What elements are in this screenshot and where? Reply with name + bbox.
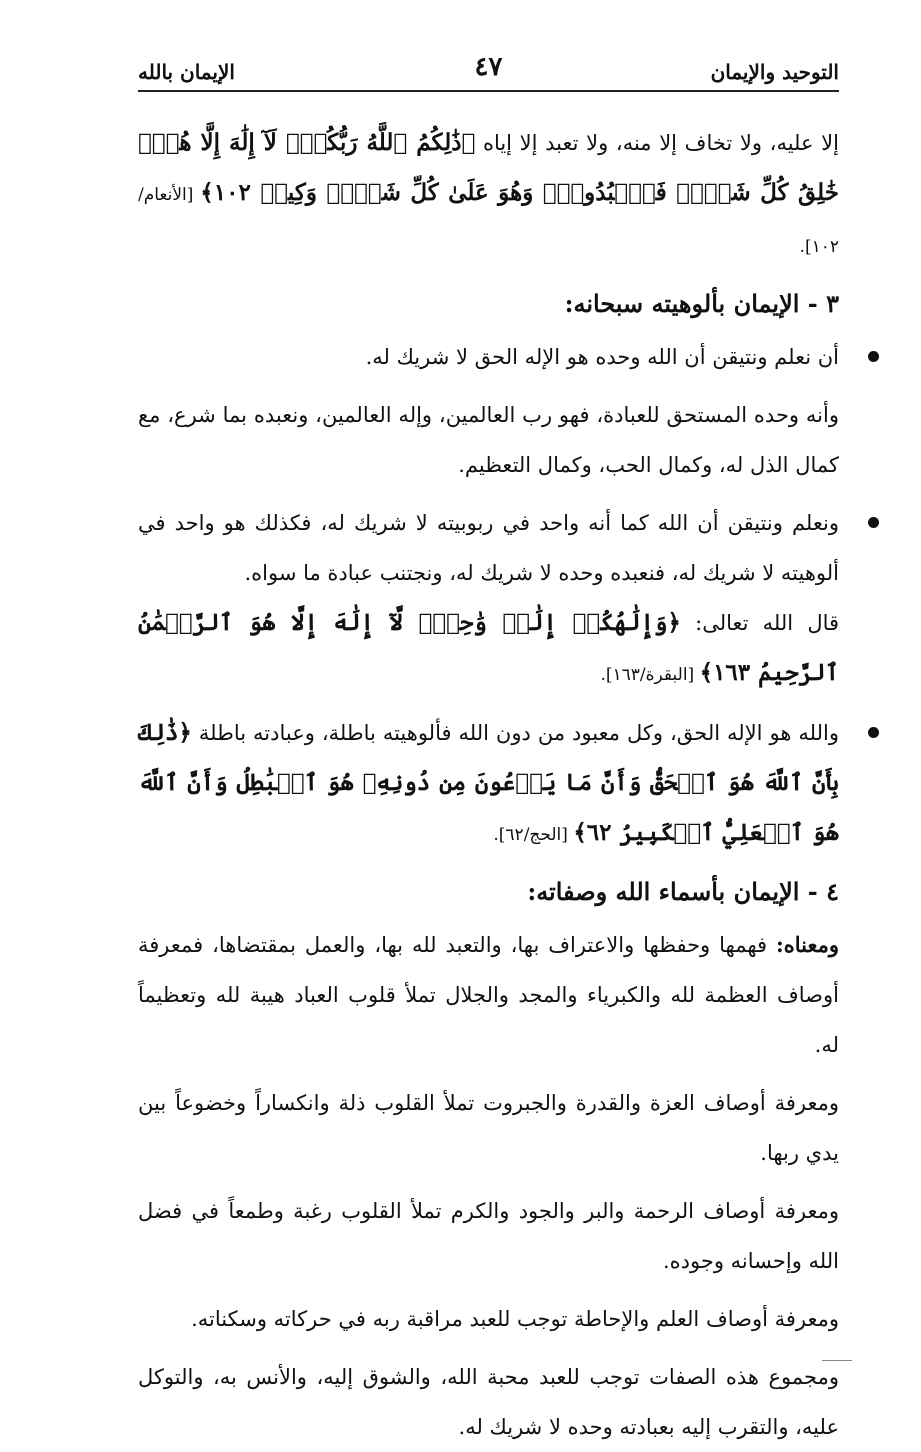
quran-verse: ﴿وَإِلَٰهُكُمۡ إِلَٰهٞ وَٰحِدٞۖ لَّآ إِلَٰهَ إِلَّا هُوَ ٱلرَّحۡمَٰنُ ٱلرَّحِيمُ ١٦٣﴾ (138, 609, 839, 686)
bullet-text: والله هو الإله الحق، وكل معبود من دون الله فألوهيته باطلة، وعبادته باطلة (191, 721, 839, 745)
term-label: ومعناه: (775, 932, 839, 957)
paragraph-text: فهمها وحفظها والاعتراف بها، والتعبد لله بها، والعمل بمقتضاها، فمعرفة أوصاف العظمة لله والكبرياء والمجد والجلال تملأ قلوب العباد هيبة لله وتعظيماً له. (138, 933, 839, 1057)
paragraph-mercy: ومعرفة أوصاف الرحمة والبر والجود والكرم تملأ القلوب رغبة وطمعاً في فضل الله وإحسانه وجوده. (138, 1199, 839, 1273)
paragraph-text: قال الله تعالى: (680, 611, 840, 635)
header-chapter-title: الإيمان بالله (138, 60, 235, 84)
scan-mark (822, 1360, 852, 1361)
bullet-text: أن نعلم ونتيقن أن الله وحده هو الإله الحق لا شريك له. (365, 345, 839, 369)
quran-verse: ﴿ذَٰلِكَ بِأَنَّ ٱللَّهَ هُوَ ٱلۡحَقُّ وَأَنَّ مَا يَدۡعُونَ مِن دُونِهِۦ هُوَ ٱلۡبَٰطِلُ وَأَنَّ ٱللَّهَ هُوَ ٱلۡعَلِيُّ ٱلۡكَبِيرُ ٦٢﴾ (138, 719, 839, 846)
paragraph-verse-baqarah (138, 598, 839, 700)
verse-reference: [الحج/٦٢]. (493, 825, 574, 845)
section-heading-3: ٣ - الإيمان بألوهيته سبحانه: (564, 289, 839, 318)
paragraph-worship: وأنه وحده المستحق للعبادة، فهو رب العالمين، وإله العالمين، ونعبده بما شرع، مع كمال الذل له، وكمال الحب، وكمال التعظيم. (138, 403, 839, 477)
bullet-icon (868, 727, 879, 738)
paragraph-summary: ومجموع هذه الصفات توجب للعبد محبة الله، والشوق إليه، والأنس به، والتوكل عليه، والتقرب إليه بعبادته وحده لا شريك له. (138, 1365, 839, 1439)
quran-verse: ﴿ذَٰلِكُمُ ٱللَّهُ رَبُّكُمۡۖ لَآ إِلَٰهَ إِلَّا هُوَۖ خَٰلِقُ كُلِّ شَيۡءٖ فَٱعۡبُدُوهُۚ وَهُوَ عَلَىٰ كُلِّ شَيۡءٖ وَكِيلٞ ١٠٢﴾ (138, 129, 839, 206)
page-number: ٤٧ (474, 52, 503, 82)
verse-reference: [الأنعام/ ١٠٢]. (138, 185, 839, 257)
bullet-text: ونعلم ونتيقن أن الله كما أنه واحد في ربوبيته لا شريك له، فكذلك هو واحد في ألوهيته لا شريك له، فنعبده وحده لا شريك له، ونجتنب عبادة ما سواه. (138, 511, 839, 585)
paragraph-text: إلا عليه، ولا تخاف إلا منه، ولا تعبد إلا إياه (475, 131, 839, 155)
bullet-item-3 (138, 708, 839, 860)
running-header (138, 52, 839, 92)
bullet-item-1 (138, 332, 839, 382)
bullet-item-2 (138, 498, 839, 598)
page-body (138, 118, 839, 1452)
paragraph-meaning (138, 920, 839, 1070)
verse-reference: [البقرة/١٦٣]. (600, 665, 700, 685)
bullet-icon (868, 517, 879, 528)
paragraph-intro (138, 118, 839, 272)
section-heading-4: ٤ - الإيمان بأسماء الله وصفاته: (527, 877, 839, 906)
bullet-icon (868, 351, 879, 362)
paragraph-might: ومعرفة أوصاف العزة والقدرة والجبروت تملأ القلوب ذلة وانكساراً وخضوعاً بين يدي ربها. (138, 1091, 839, 1165)
paragraph-knowledge: ومعرفة أوصاف العلم والإحاطة توجب للعبد مراقبة ربه في حركاته وسكناته. (191, 1307, 839, 1331)
header-book-title: التوحيد والإيمان (710, 60, 839, 84)
